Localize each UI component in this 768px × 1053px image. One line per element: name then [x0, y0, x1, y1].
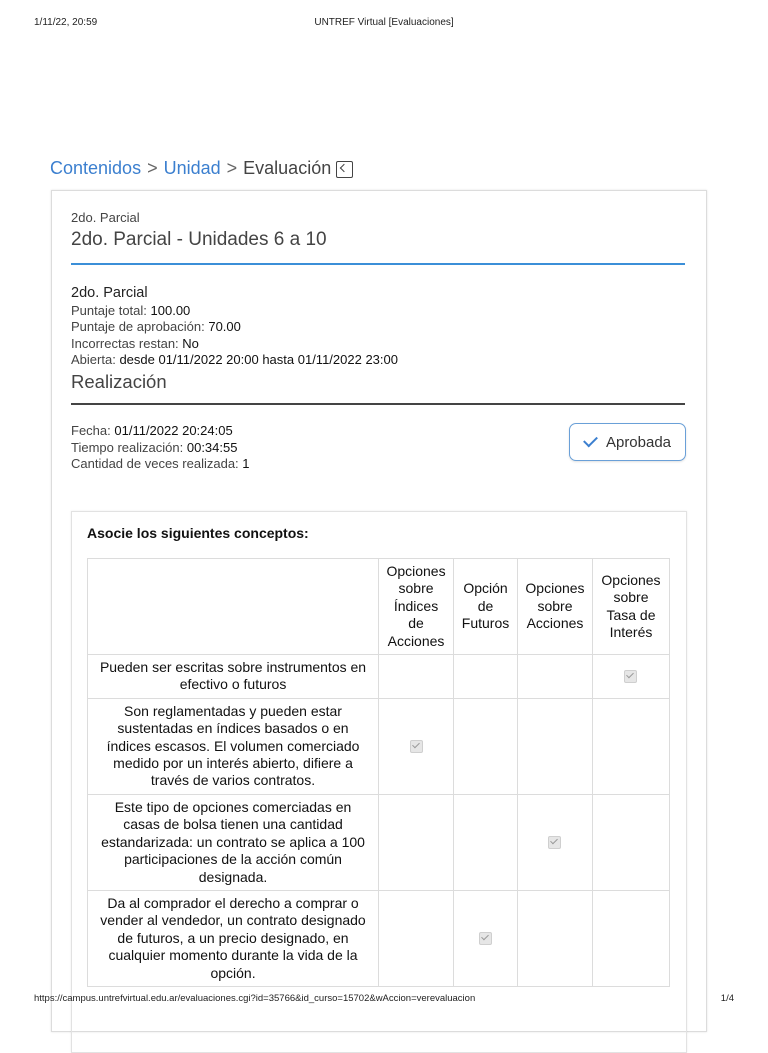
header-blank	[88, 559, 379, 655]
evaluation-info	[71, 285, 398, 369]
answer-cell	[379, 794, 454, 890]
answer-cell	[379, 698, 454, 794]
pass-score-value: 70.00	[208, 319, 241, 334]
checkbox-checked-icon	[410, 740, 423, 753]
incorrect-label: Incorrectas restan:	[71, 335, 179, 351]
section-divider	[71, 403, 685, 405]
answer-cell	[454, 890, 518, 986]
checkbox-checked-icon	[624, 670, 637, 683]
total-score-row	[71, 303, 398, 320]
realizacion-meta	[71, 423, 250, 473]
column-header: Opción de Futuros	[454, 559, 518, 655]
answer-check	[461, 932, 510, 945]
date-label: Fecha:	[71, 423, 111, 438]
print-date: 1/11/22, 20:59	[34, 17, 98, 28]
answer-cell	[518, 698, 593, 794]
print-page-number: 1/4	[720, 993, 734, 1004]
pass-score-label: Puntaje de aprobación:	[71, 319, 205, 334]
count-row	[71, 456, 250, 473]
checkbox-checked-icon	[548, 836, 561, 849]
title-divider	[71, 263, 685, 265]
count-value: 1	[242, 456, 250, 471]
table-row	[88, 890, 670, 986]
question-box	[71, 511, 687, 1053]
checkbox-checked-icon	[479, 932, 492, 945]
row-statement: Este tipo de opciones comerciadas en casas de bolsa tienen una cantidad estandarizada: un contrato se aplica a 100 participaciones de la acción común designada.	[88, 794, 379, 890]
answer-check	[525, 836, 585, 849]
check-icon	[583, 433, 598, 448]
answer-check	[600, 670, 662, 683]
answer-cell	[454, 794, 518, 890]
open-row	[71, 352, 398, 369]
answer-cell	[592, 655, 669, 699]
time-value: 00:34:55	[186, 439, 238, 455]
date-value: 01/11/2022 20:24:05	[114, 423, 233, 438]
print-page-title: UNTREF Virtual [Evaluaciones]	[314, 17, 454, 28]
answer-cell	[592, 794, 669, 890]
open-label: Abierta:	[71, 352, 116, 367]
evaluation-name: 2do. Parcial	[71, 285, 148, 301]
table-row	[88, 655, 670, 699]
table-row	[88, 698, 670, 794]
evaluation-eyebrow: 2do. Parcial	[71, 210, 140, 225]
time-label: Tiempo realización:	[71, 439, 184, 455]
time-row	[71, 440, 250, 457]
row-statement: Pueden ser escritas sobre instrumentos en efectivo o futuros	[88, 655, 379, 699]
breadcrumb-current: Evaluación	[243, 158, 332, 178]
table-row	[88, 794, 670, 890]
answer-cell	[379, 655, 454, 699]
pass-score-row	[71, 319, 398, 336]
breadcrumb-unidad[interactable]: Unidad	[163, 158, 221, 178]
realizacion-title: Realización	[71, 371, 167, 392]
answer-check	[386, 740, 446, 753]
print-footer	[0, 991, 768, 1007]
answer-cell	[518, 890, 593, 986]
print-url: https://campus.untrefvirtual.edu.ar/evaluaciones.cgi?id=35766&id_curso=15702&wAccion=verevaluacion	[34, 993, 476, 1004]
column-header: Opciones sobre Acciones	[518, 559, 593, 655]
breadcrumb-separator: >	[226, 158, 238, 178]
breadcrumb-contenidos[interactable]: Contenidos	[50, 158, 142, 178]
open-value: desde 01/11/2022 20:00 hasta 01/11/2022 23:00	[119, 352, 398, 367]
breadcrumb-separator: >	[147, 158, 158, 178]
column-header: Opciones sobre Índices de Acciones	[379, 559, 454, 655]
question-prompt: Asocie los siguientes conceptos:	[87, 525, 309, 541]
matching-table	[87, 558, 670, 987]
answer-cell	[454, 655, 518, 699]
answer-cell	[518, 794, 593, 890]
answer-cell	[592, 698, 669, 794]
table-header-row	[88, 559, 670, 655]
status-approved-button[interactable]	[569, 423, 686, 461]
answer-cell	[592, 890, 669, 986]
column-header: Opciones sobre Tasa de Interés	[592, 559, 669, 655]
print-header	[0, 12, 768, 32]
date-row	[71, 423, 250, 440]
answer-cell	[379, 890, 454, 986]
incorrect-row	[71, 336, 398, 353]
row-statement: Son reglamentadas y pueden estar sustentadas en índices basados o en índices escasos. El volumen comerciado medido por un interés abierto, difiere a través de varios contratos.	[88, 698, 379, 794]
back-icon[interactable]	[336, 161, 353, 178]
status-label: Aprobada	[605, 433, 672, 451]
breadcrumb	[50, 158, 353, 179]
evaluation-title: 2do. Parcial - Unidades 6 a 10	[71, 229, 327, 250]
count-label: Cantidad de veces realizada:	[71, 456, 239, 471]
total-score-label: Puntaje total:	[71, 302, 147, 318]
total-score-value: 100.00	[150, 302, 191, 318]
row-statement: Da al comprador el derecho a comprar o vender al vendedor, un contrato designado de futuros, a un precio designado, en cualquier momento durante la vida de la opción.	[88, 890, 379, 986]
evaluation-panel	[51, 190, 707, 1032]
answer-cell	[518, 655, 593, 699]
answer-cell	[454, 698, 518, 794]
incorrect-value: No	[182, 335, 199, 351]
